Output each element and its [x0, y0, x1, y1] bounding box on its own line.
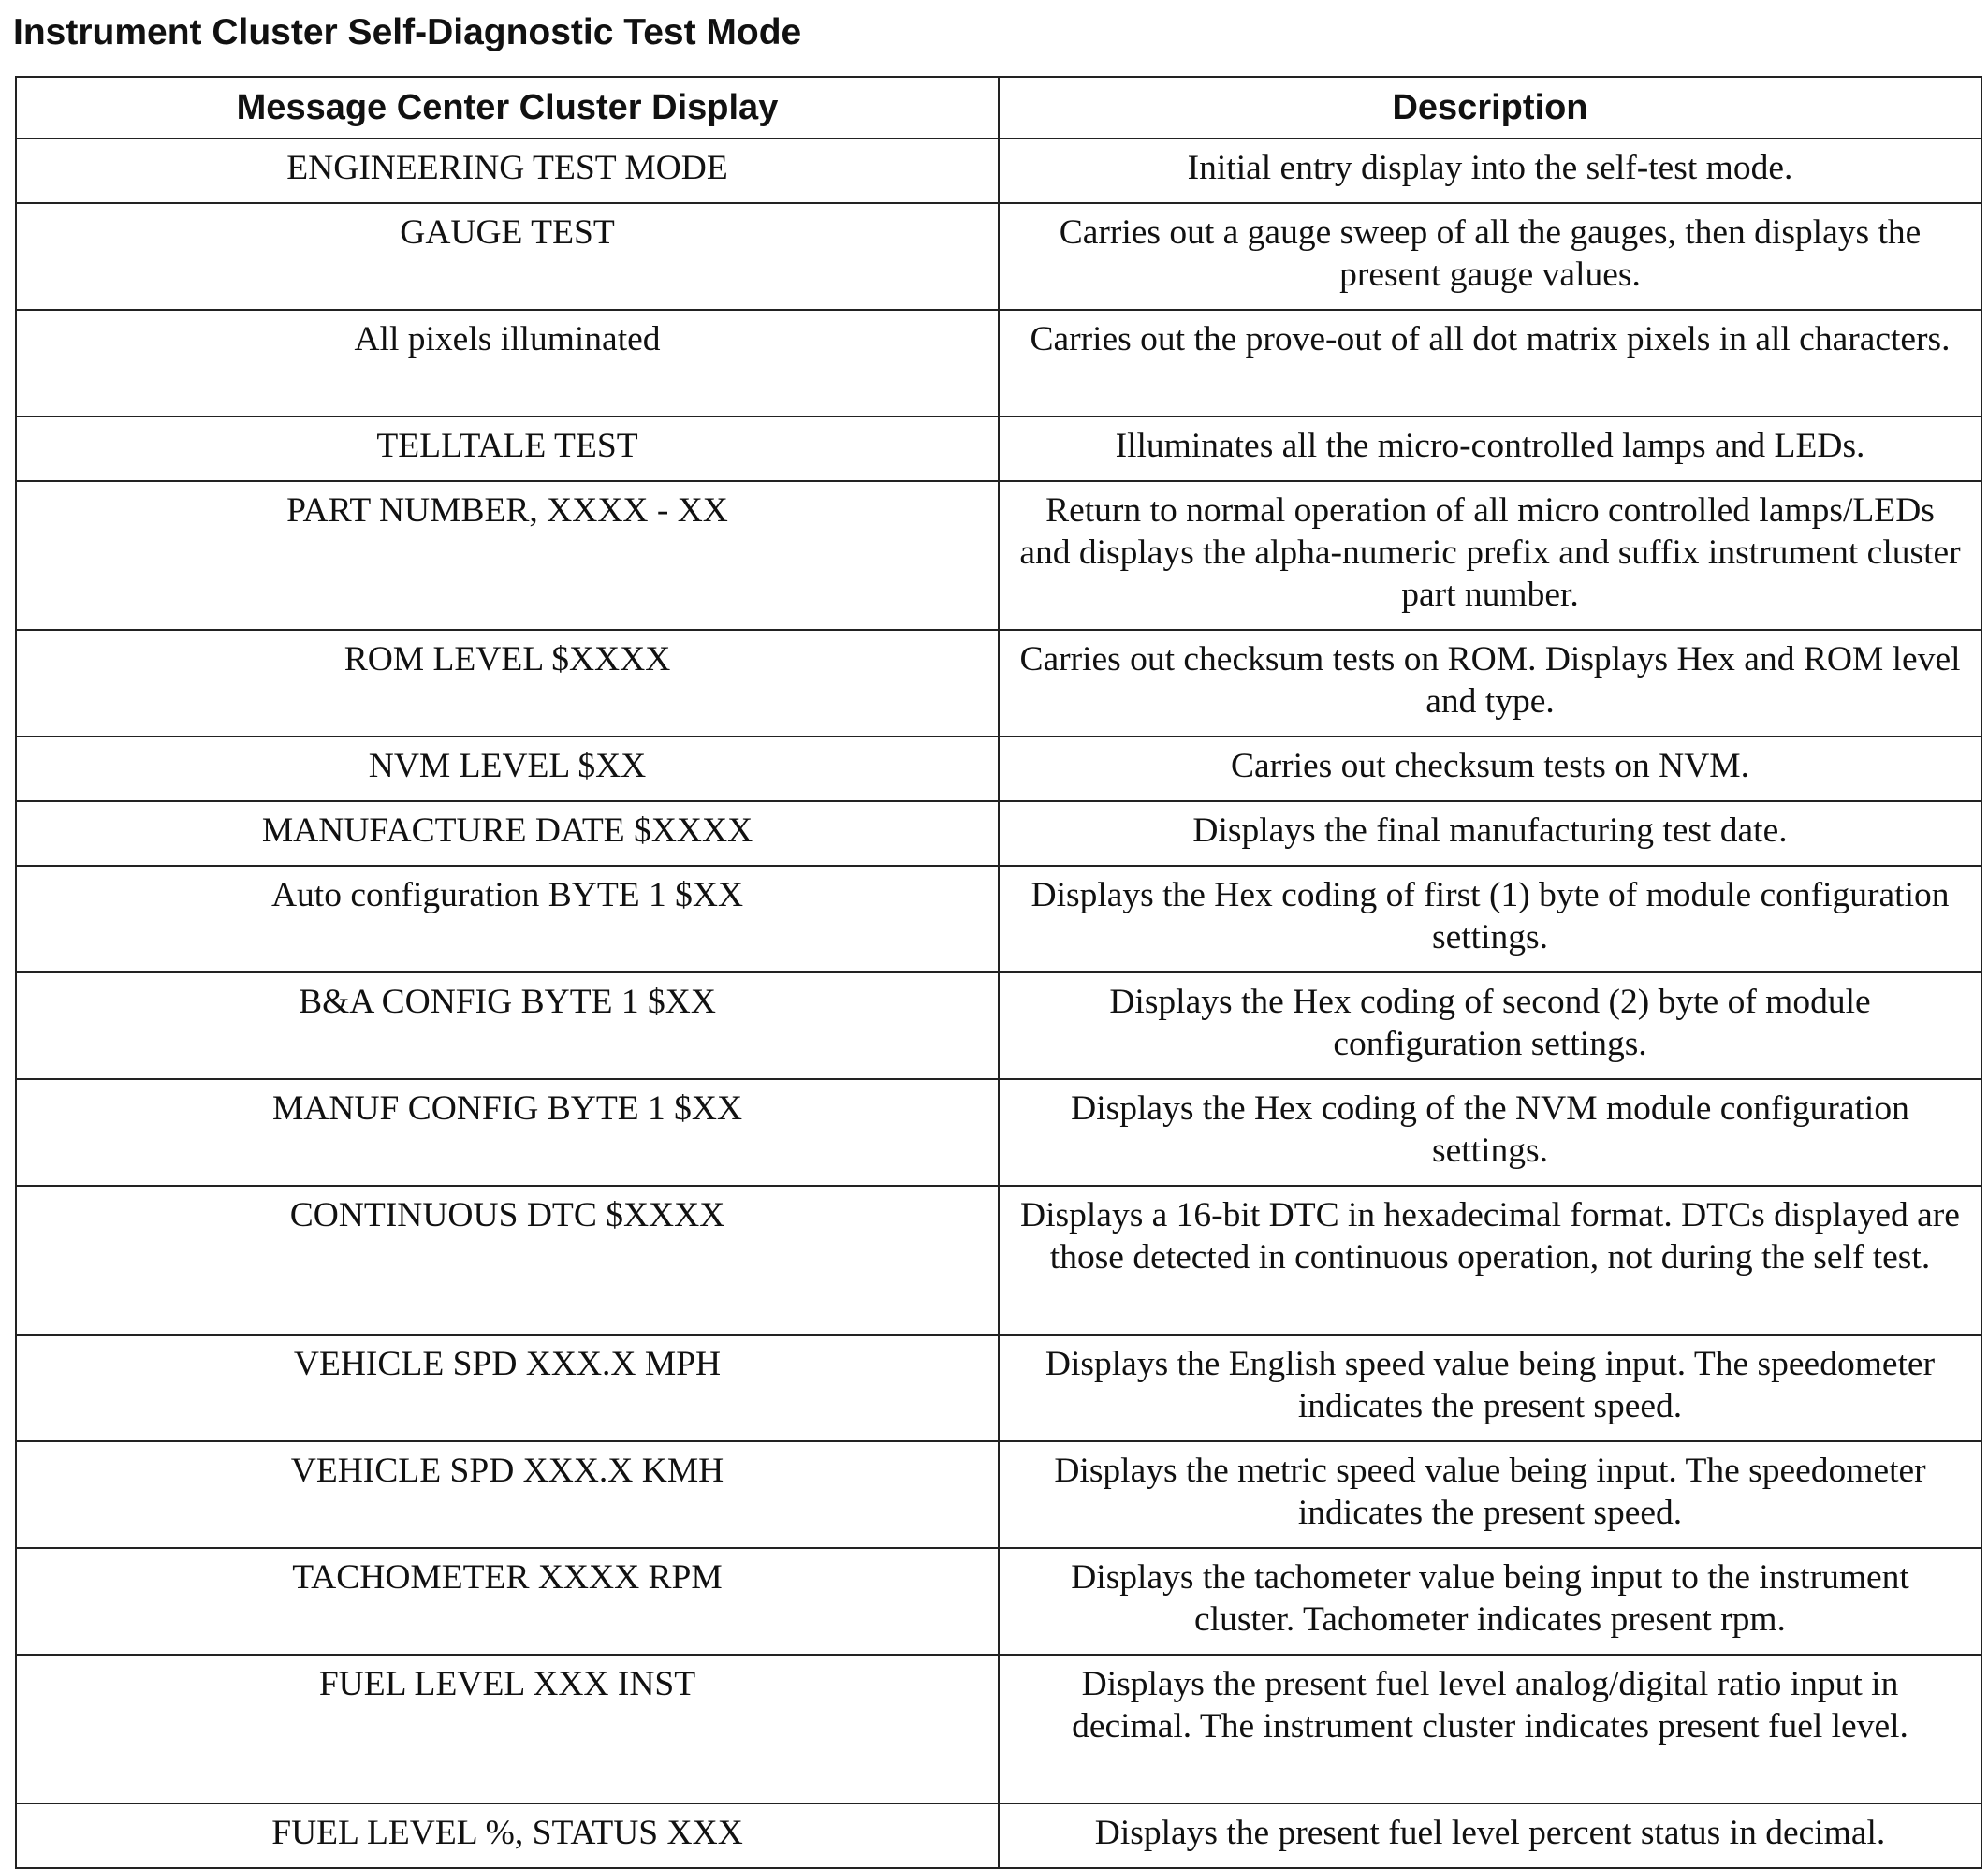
- display-cell: TELLTALE TEST: [16, 416, 999, 481]
- display-cell: ROM LEVEL $XXXX: [16, 630, 999, 737]
- display-cell: All pixels illuminated: [16, 310, 999, 416]
- description-cell: Displays a 16-bit DTC in hexadecimal format. DTCs displayed are those detected in continuous operation, not during the self test.: [999, 1186, 1981, 1335]
- display-cell: VEHICLE SPD XXX.X KMH: [16, 1441, 999, 1548]
- table-row: [16, 416, 1981, 481]
- table-row: [16, 1335, 1981, 1441]
- display-cell: MANUFACTURE DATE $XXXX: [16, 801, 999, 866]
- description-cell: Displays the present fuel level percent status in decimal.: [999, 1803, 1981, 1868]
- display-cell: PART NUMBER, XXXX - XX: [16, 481, 999, 630]
- display-cell: FUEL LEVEL %, STATUS XXX: [16, 1803, 999, 1868]
- column-header-description: Description: [999, 77, 1981, 139]
- table-header-row: [16, 77, 1981, 139]
- display-cell: TACHOMETER XXXX RPM: [16, 1548, 999, 1655]
- description-cell: Carries out checksum tests on ROM. Displays Hex and ROM level and type.: [999, 630, 1981, 737]
- display-cell: CONTINUOUS DTC $XXXX: [16, 1186, 999, 1335]
- display-cell: MANUF CONFIG BYTE 1 $XX: [16, 1079, 999, 1186]
- table-row: [16, 1079, 1981, 1186]
- table-row: [16, 801, 1981, 866]
- table-row: [16, 1548, 1981, 1655]
- description-cell: Carries out checksum tests on NVM.: [999, 737, 1981, 801]
- table-row: [16, 139, 1981, 203]
- table-row: [16, 481, 1981, 630]
- page-title: Instrument Cluster Self-Diagnostic Test Mode: [13, 12, 802, 52]
- table-row: [16, 972, 1981, 1079]
- display-cell: Auto configuration BYTE 1 $XX: [16, 866, 999, 972]
- table-row: [16, 737, 1981, 801]
- table-row: [16, 866, 1981, 972]
- description-cell: Return to normal operation of all micro controlled lamps/LEDs and displays the alpha-numeric prefix and suffix instrument cluster part number.: [999, 481, 1981, 630]
- table-row: [16, 203, 1981, 310]
- display-cell: VEHICLE SPD XXX.X MPH: [16, 1335, 999, 1441]
- table-row: [16, 1803, 1981, 1868]
- description-cell: Displays the final manufacturing test date.: [999, 801, 1981, 866]
- display-cell: NVM LEVEL $XX: [16, 737, 999, 801]
- description-cell: Carries out a gauge sweep of all the gauges, then displays the present gauge values.: [999, 203, 1981, 310]
- description-cell: Initial entry display into the self-test mode.: [999, 139, 1981, 203]
- description-cell: Displays the English speed value being input. The speedometer indicates the present speed.: [999, 1335, 1981, 1441]
- description-cell: Carries out the prove-out of all dot matrix pixels in all characters.: [999, 310, 1981, 416]
- display-cell: B&A CONFIG BYTE 1 $XX: [16, 972, 999, 1079]
- description-cell: Displays the metric speed value being input. The speedometer indicates the present speed.: [999, 1441, 1981, 1548]
- table-row: [16, 1441, 1981, 1548]
- description-cell: Displays the Hex coding of the NVM module configuration settings.: [999, 1079, 1981, 1186]
- table-row: [16, 1655, 1981, 1803]
- display-cell: GAUGE TEST: [16, 203, 999, 310]
- display-cell: ENGINEERING TEST MODE: [16, 139, 999, 203]
- table-row: [16, 310, 1981, 416]
- table-row: [16, 630, 1981, 737]
- description-cell: Displays the Hex coding of second (2) byte of module configuration settings.: [999, 972, 1981, 1079]
- display-cell: FUEL LEVEL XXX INST: [16, 1655, 999, 1803]
- table-row: [16, 1186, 1981, 1335]
- description-cell: Displays the tachometer value being input to the instrument cluster. Tachometer indicates present rpm.: [999, 1548, 1981, 1655]
- diagnostic-table: [15, 76, 1982, 1869]
- column-header-display: Message Center Cluster Display: [16, 77, 999, 139]
- description-cell: Displays the present fuel level analog/digital ratio input in decimal. The instrument cluster indicates present fuel level.: [999, 1655, 1981, 1803]
- description-cell: Displays the Hex coding of first (1) byte of module configuration settings.: [999, 866, 1981, 972]
- description-cell: Illuminates all the micro-controlled lamps and LEDs.: [999, 416, 1981, 481]
